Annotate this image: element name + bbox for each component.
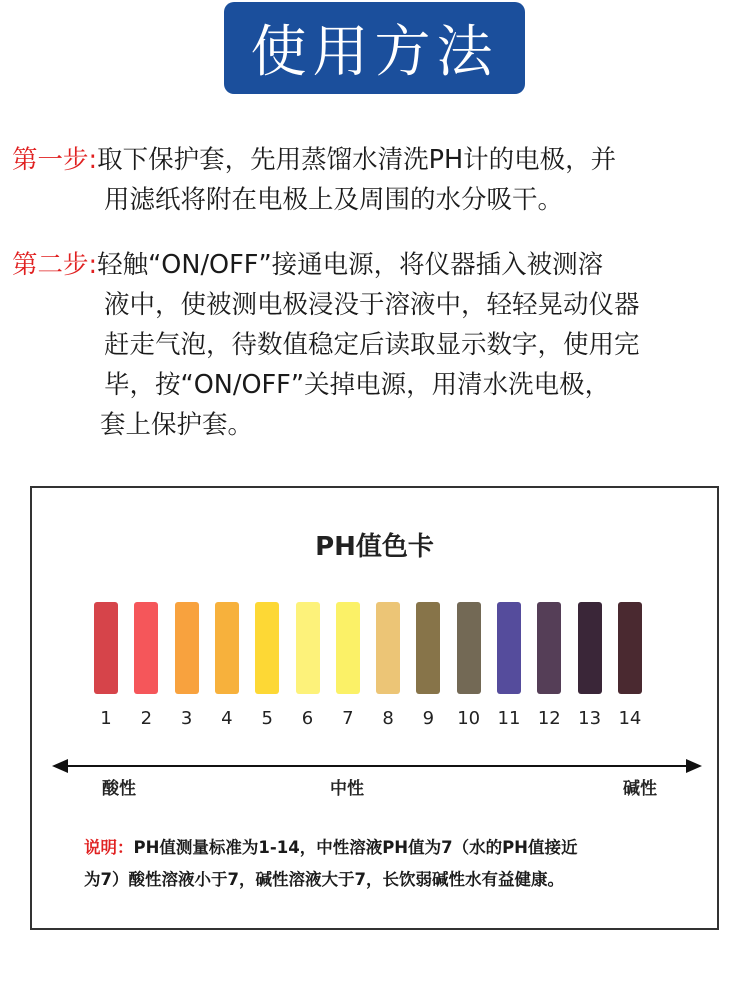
step-two-text-5: 套上保护套。 — [100, 410, 254, 440]
ph-color-card — [30, 486, 719, 930]
ph-value-label-8: 8 — [382, 708, 394, 729]
ph-value-label-2: 2 — [140, 708, 153, 729]
ph-swatch-5 — [255, 602, 279, 694]
ph-swatch-6 — [296, 602, 320, 694]
note-text-2: 为7）酸性溶液小于7，碱性溶液大于7，长饮弱碱性水有益健康。 — [84, 870, 564, 889]
ph-swatch-14 — [618, 602, 642, 694]
ph-swatch-10 — [457, 602, 481, 694]
ph-value-label-1: 1 — [100, 708, 112, 729]
ph-value-label-14: 14 — [618, 708, 642, 729]
note — [84, 832, 704, 896]
step-two-text-4: 毕，按“ON/OFF”关掉电源，用清水洗电极， — [104, 370, 611, 400]
step-two-label: 第二步: — [12, 250, 98, 280]
ph-swatch-3 — [175, 602, 199, 694]
note-label: 说明： — [84, 838, 134, 857]
step-two-text-2: 液中，使被测电极浸没于溶液中，轻轻晃动仪器 — [104, 290, 640, 320]
ph-value-label-6: 6 — [301, 708, 314, 729]
step-two-line-1 — [12, 245, 640, 285]
ph-swatch-1 — [94, 602, 118, 694]
ph-value-label-9: 9 — [422, 708, 435, 729]
ph-value-label-12: 12 — [537, 708, 561, 729]
ph-swatch-4 — [215, 602, 239, 694]
ph-swatch-2 — [134, 602, 158, 694]
ph-value-label-11: 11 — [497, 708, 521, 729]
acid-label: 酸性 — [102, 779, 136, 799]
ph-value-label-10: 10 — [457, 708, 481, 729]
ph-swatch-13 — [578, 602, 602, 694]
ph-scale-arrow — [52, 754, 702, 778]
ph-value-label-4: 4 — [221, 708, 233, 729]
ph-value-label-5: 5 — [261, 708, 273, 729]
step-one-text-1: 取下保护套，先用蒸馏水清洗PH计的电极，并 — [97, 145, 617, 175]
step-two-text-1: 轻触“ON/OFF”接通电源，将仪器插入被测溶 — [97, 250, 604, 280]
ph-swatch-11 — [497, 602, 521, 694]
title-banner — [224, 2, 525, 94]
step-one-label: 第一步: — [12, 145, 98, 175]
step-one-text-2: 用滤纸将附在电极上及周围的水分吸干。 — [104, 185, 564, 215]
ph-value-label-7: 7 — [342, 708, 354, 729]
note-text-1: PH值测量标准为1-14，中性溶液PH值为7（水的PH值接近 — [133, 838, 578, 857]
step-one-line-1 — [12, 140, 616, 180]
ph-value-label-3: 3 — [180, 708, 193, 729]
card-title: PH值色卡 — [315, 532, 434, 562]
step-two-text-3: 赶走气泡，待数值稳定后读取显示数字，使用完 — [104, 330, 640, 360]
alkaline-label: 碱性 — [623, 779, 657, 799]
step-one — [12, 140, 616, 220]
step-two — [12, 245, 640, 445]
note-line-1 — [84, 832, 704, 864]
ph-swatch-7 — [336, 602, 360, 694]
ph-value-label-13: 13 — [578, 708, 602, 729]
neutral-label: 中性 — [330, 779, 364, 799]
page-title: 使用方法 — [250, 20, 499, 85]
ph-swatch-12 — [537, 602, 561, 694]
ph-swatch-8 — [376, 602, 400, 694]
ph-swatch-9 — [416, 602, 440, 694]
